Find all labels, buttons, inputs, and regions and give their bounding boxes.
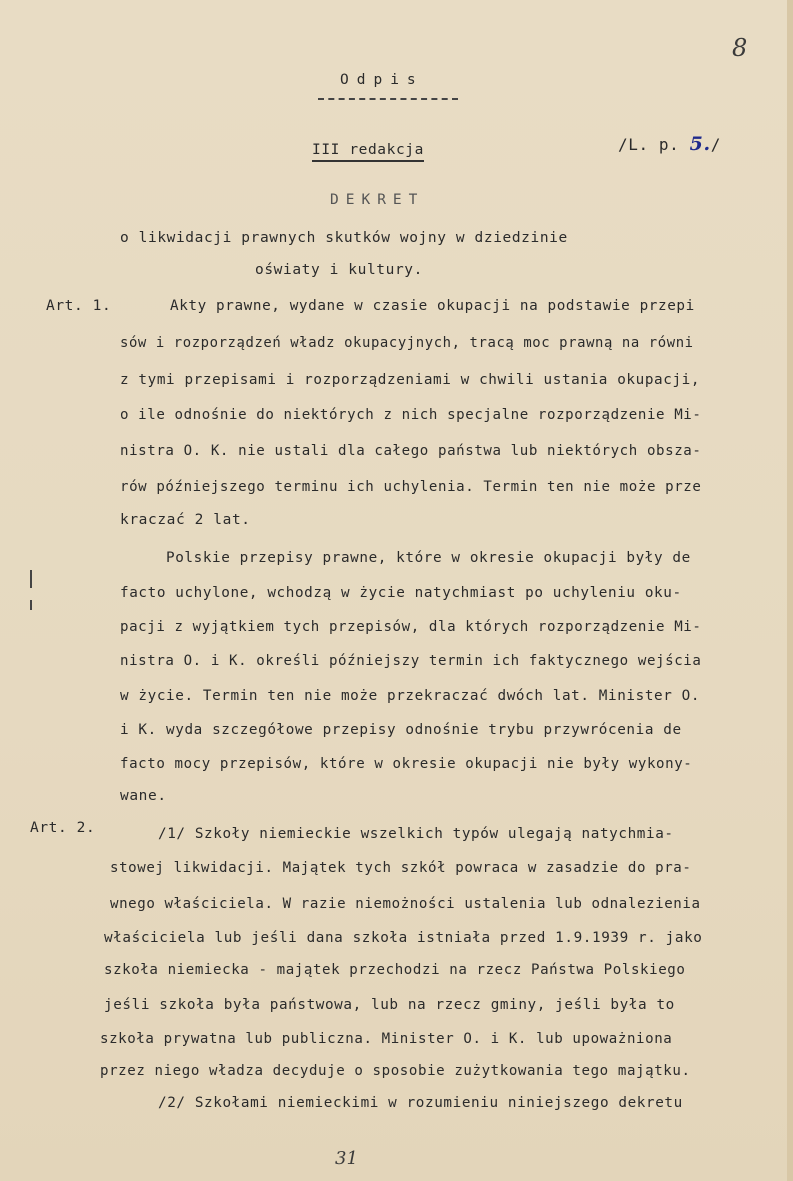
art1-line: kraczać 2 lat. (120, 512, 251, 528)
art1-para2-line: i K. wyda szczegółowe przepisy odnośnie trybu przywrócenia de (120, 722, 682, 738)
art1-label: Art. 1. (46, 298, 112, 314)
art1-line: nistra O. K. nie ustali dla całego państwa lub niektórych obsza- (120, 443, 702, 459)
art1-line: Akty prawne, wydane w czasie okupacji na podstawie przepi (170, 298, 695, 314)
decree-subtitle-line-2: oświaty i kultury. (255, 262, 423, 278)
page-edge (787, 0, 793, 1181)
art2-line: szkoła prywatna lub publiczna. Minister O. i K. lub upoważniona (100, 1031, 673, 1047)
art1-line: sów i rozporządzeń władz okupacyjnych, tracą moc prawną na równi (120, 335, 694, 351)
art1-line: o ile odnośnie do niektórych z nich specjalne rozporządzenie Mi- (120, 407, 702, 423)
art2-line: właściciela lub jeśli dana szkoła istniała przed 1.9.1939 r. jako (104, 930, 703, 946)
decree-subtitle-line-1: o likwidacji prawnych skutków wojny w dziedzinie (120, 230, 568, 246)
art2-line: przez niego władza decyduje o sposobie zużytkowania tego majątku. (100, 1063, 691, 1079)
document-title: Odpis (340, 72, 424, 88)
decree-heading: DEKRET (330, 192, 425, 208)
archive-page-number: 8 (732, 34, 748, 62)
redaction-label: III redakcja (312, 142, 424, 162)
page-number-bottom: 31 (335, 1148, 358, 1169)
reference-prefix: /L. p. (618, 135, 680, 154)
reference-handwritten-number: 5. (689, 133, 711, 155)
art2-line: wnego właściciela. W razie niemożności ustalenia lub odnalezienia (110, 896, 701, 912)
art1-para2-line: facto mocy przepisów, które w okresie okupacji nie były wykony- (120, 756, 693, 772)
art1-para2-line: facto uchylone, wchodzą w życie natychmiast po uchyleniu oku- (120, 585, 682, 601)
art1-para2-line: nistra O. i K. określi późniejszy termin ich faktycznego wejścia (120, 653, 702, 669)
art2-line: /1/ Szkoły niemieckie wszelkich typów ulegają natychmia- (158, 826, 674, 842)
art2-line: stowej likwidacji. Majątek tych szkół powraca w zasadzie do pra- (110, 860, 692, 876)
art1-line: z tymi przepisami i rozporządzeniami w chwili ustania okupacji, (120, 372, 701, 388)
title-underline (318, 98, 458, 100)
margin-mark (30, 570, 32, 588)
art1-para2-line: pacji z wyjątkiem tych przepisów, dla których rozporządzenie Mi- (120, 619, 702, 635)
art2-line: szkoła niemiecka - majątek przechodzi na rzecz Państwa Polskiego (104, 962, 686, 978)
art1-line: rów późniejszego terminu ich uchylenia. Termin ten nie może prze (120, 479, 702, 495)
margin-mark (30, 600, 32, 610)
reference-suffix: / (710, 135, 721, 154)
art2-label: Art. 2. (30, 820, 96, 836)
art1-para2-line: wane. (120, 788, 167, 804)
art1-para2-line: Polskie przepisy prawne, które w okresie okupacji były de (166, 550, 691, 566)
reference-number (618, 133, 721, 155)
art2-line: jeśli szkoła była państwowa, lub na rzecz gminy, jeśli była to (104, 997, 675, 1013)
art1-para2-line: w życie. Termin ten nie może przekraczać dwóch lat. Minister O. (120, 688, 701, 704)
art2-line: /2/ Szkołami niemieckimi w rozumieniu niniejszego dekretu (158, 1095, 683, 1111)
